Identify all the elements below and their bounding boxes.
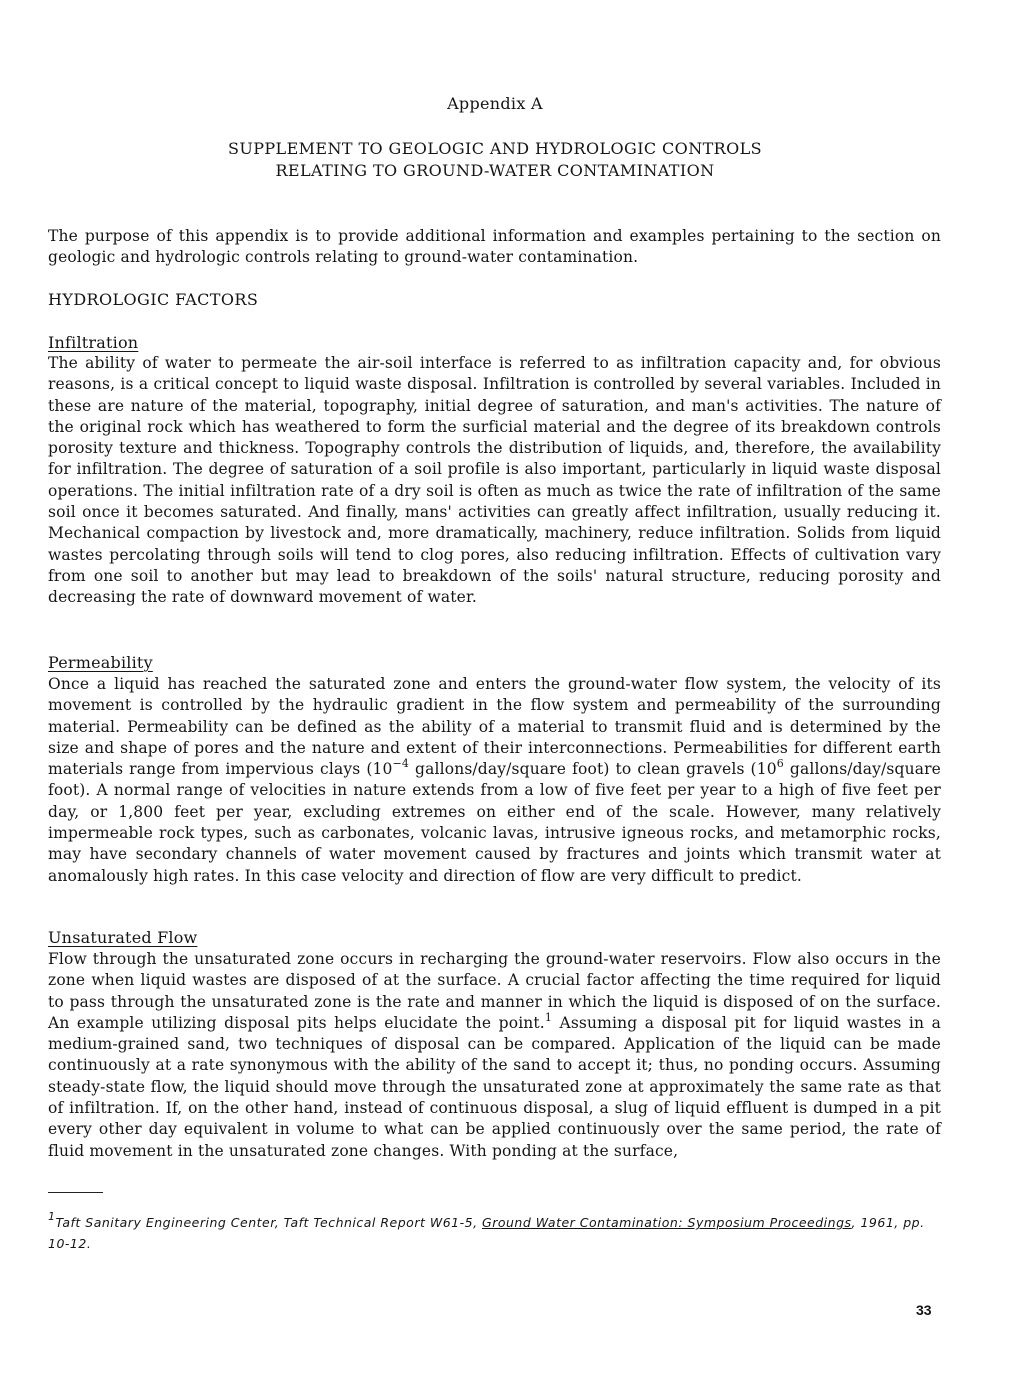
permeability-paragraph [48, 674, 941, 887]
exponent-clays: −4 [392, 757, 410, 771]
footnote-reference: 1 [544, 1010, 553, 1024]
unsaturated-flow-heading: Unsaturated Flow [48, 928, 198, 947]
page-title [0, 138, 990, 182]
infiltration-paragraph: The ability of water to permeate the air-soil interface is referred to as infiltration capacity and, for obvious reasons, is a critical concept to liquid waste disposal. Infiltration is controlled by several variables. Included in these are nature of the material, topography, initial degree of saturation, and man's activities. The nature of the original rock which has weathered to form the surficial material and the degree of its breakdown controls porosity texture and thickness. Topography controls the distribution of liquids, and, therefore, the availability for infiltration. The degree of saturation of a soil profile is also important, particularly in liquid waste disposal operations. The initial infiltration rate of a dry soil is often as much as twice the rate of infiltration of the same soil once it becomes saturated. And finally, mans' activities can greatly affect infiltration, usually reducing it. Mechanical compaction by livestock and, more dramatically, machinery, reduce infiltration. Solids from liquid wastes percolating through soils will tend to clog pores, also reducing infiltration. Effects of cultivation vary from one soil to another but may lead to breakdown of the soils' natural structure, reducing porosity and decreasing the rate of downward movement of water. [48, 354, 941, 607]
infiltration-heading: Infiltration [48, 333, 139, 352]
page-number: 33 [916, 1302, 932, 1318]
permeability-text-c: gallons/day/square foot). A normal range of velocities in nature extends from a low of five feet per year to a high of five feet per day, or 1,800 feet per year, excluding extremes on either end of the scale. However, many relatively impermeable rock types, such as carbonates, volcanic lavas, intrusive igneous rocks, and metamorphic rocks, may have secondary channels of water movement caused by fractures and joints which transmit water at anomalously high rates. In this case velocity and direction of flow are very difficult to predict. [48, 760, 941, 885]
intro-paragraph: The purpose of this appendix is to provide additional information and examples pertaining to the section on geologic and hydrologic controls relating to ground-water contamination. [48, 227, 941, 267]
permeability-text-a: Once a liquid has reached the saturated zone and enters the ground-water flow system, the velocity of its movement is controlled by the hydraulic gradient in the flow system and permeability of the surrounding material. Permeability can be defined as the ability of a material to transmit fluid and is determined by the size and shape of pores and the nature and extent of their interconnections. Permeabilities for different earth materials range from impervious clays (10 [48, 675, 941, 779]
permeability-heading: Permeability [48, 653, 153, 672]
unsaturated-flow-paragraph [48, 949, 941, 1162]
unsaturated-text-b: Assuming a disposal pit for liquid wastes in a medium-grained sand, two techniques of disposal can be compared. Application of the liquid can be made continuously at a rate synonymous with the ability of the sand to accept it; thus, no ponding occurs. Assuming steady-state flow, the liquid should move through the unsaturated zone at approximately the same rate as that of infiltration. If, on the other hand, instead of continuous disposal, a slug of liquid effluent is dumped in a pit every other day equivalent in volume to what can be applied continuously over the same period, the rate of fluid movement in the unsaturated zone changes. With ponding at the surface, [48, 1013, 941, 1160]
title-line-2: RELATING TO GROUND-WATER CONTAMINATION [275, 161, 715, 180]
unsaturated-text-a: Flow through the unsaturated zone occurs in recharging the ground-water reservoirs. Flow also occurs in the zone when liquid wastes are disposed of at the surface. A crucial factor affecting the time required for liquid to pass through the unsaturated zone is the rate and manner in which the liquid is disposed of on the surface. An example utilizing disposal pits helps elucidate the point. [48, 950, 941, 1032]
section-heading: HYDROLOGIC FACTORS [48, 290, 259, 309]
exponent-gravels: 6 [776, 757, 784, 771]
footnote-text-b: , 1961, pp. 10-12. [48, 1215, 925, 1251]
footnote-marker: 1 [48, 1210, 56, 1223]
appendix-label: Appendix A [447, 94, 543, 113]
footnote-divider [48, 1192, 103, 1193]
footnote [48, 1212, 948, 1254]
footnote-text-a: Taft Sanitary Engineering Center, Taft Technical Report W61-5, [55, 1215, 483, 1230]
title-line-1: SUPPLEMENT TO GEOLOGIC AND HYDROLOGIC CONTROLS [227, 139, 763, 158]
footnote-title: Ground Water Contamination: Symposium Proceedings [482, 1215, 852, 1230]
permeability-text-b: gallons/day/square foot) to clean gravels (10 [409, 760, 777, 779]
